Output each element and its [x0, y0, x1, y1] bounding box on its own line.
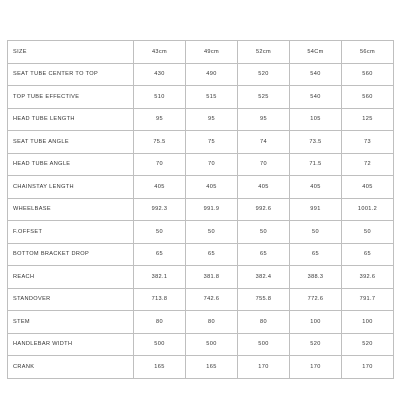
- table-row: [8, 131, 394, 154]
- value-cell: 170: [290, 356, 342, 379]
- value-cell: 70: [238, 153, 290, 176]
- value-cell: 50: [134, 221, 186, 244]
- table-row: [8, 243, 394, 266]
- table-row: [8, 86, 394, 109]
- value-cell: 165: [134, 356, 186, 379]
- value-cell: 540: [290, 86, 342, 109]
- value-cell: 95: [238, 108, 290, 131]
- value-cell: 991.9: [186, 198, 238, 221]
- value-cell: 65: [342, 243, 394, 266]
- value-cell: 75: [186, 131, 238, 154]
- value-cell: 772.6: [290, 288, 342, 311]
- size-header-cell: 56cm: [342, 41, 394, 64]
- value-cell: 560: [342, 63, 394, 86]
- size-header-label: SIZE: [8, 41, 134, 64]
- value-cell: 430: [134, 63, 186, 86]
- size-header-cell: 52cm: [238, 41, 290, 64]
- value-cell: 500: [238, 333, 290, 356]
- value-cell: 73: [342, 131, 394, 154]
- table-row: [8, 356, 394, 379]
- value-cell: 75.5: [134, 131, 186, 154]
- value-cell: 992.6: [238, 198, 290, 221]
- value-cell: 540: [290, 63, 342, 86]
- value-cell: 50: [290, 221, 342, 244]
- table-row: [8, 311, 394, 334]
- value-cell: 50: [342, 221, 394, 244]
- value-cell: 165: [186, 356, 238, 379]
- value-cell: 713.8: [134, 288, 186, 311]
- value-cell: 560: [342, 86, 394, 109]
- size-header-cell: 49cm: [186, 41, 238, 64]
- row-label: STANDOVER: [8, 288, 134, 311]
- table-row: [8, 63, 394, 86]
- value-cell: 80: [186, 311, 238, 334]
- table-row: [8, 108, 394, 131]
- value-cell: 95: [186, 108, 238, 131]
- value-cell: 405: [290, 176, 342, 199]
- value-cell: 71.5: [290, 153, 342, 176]
- value-cell: 70: [134, 153, 186, 176]
- value-cell: 742.6: [186, 288, 238, 311]
- row-label: BOTTOM BRACKET DROP: [8, 243, 134, 266]
- geometry-table: [7, 40, 394, 379]
- value-cell: 500: [186, 333, 238, 356]
- value-cell: 791.7: [342, 288, 394, 311]
- value-cell: 50: [238, 221, 290, 244]
- value-cell: 65: [290, 243, 342, 266]
- table-row: [8, 153, 394, 176]
- value-cell: 105: [290, 108, 342, 131]
- value-cell: 755.8: [238, 288, 290, 311]
- row-label: WHEELBASE: [8, 198, 134, 221]
- value-cell: 520: [290, 333, 342, 356]
- value-cell: 95: [134, 108, 186, 131]
- value-cell: 490: [186, 63, 238, 86]
- value-cell: 74: [238, 131, 290, 154]
- value-cell: 80: [238, 311, 290, 334]
- row-label: REACH: [8, 266, 134, 289]
- geometry-table-body: [8, 41, 394, 379]
- value-cell: 70: [186, 153, 238, 176]
- row-label: F.OFFSET: [8, 221, 134, 244]
- value-cell: 500: [134, 333, 186, 356]
- value-cell: 382.4: [238, 266, 290, 289]
- value-cell: 100: [342, 311, 394, 334]
- table-row: [8, 176, 394, 199]
- table-row: [8, 266, 394, 289]
- value-cell: 520: [238, 63, 290, 86]
- value-cell: 991: [290, 198, 342, 221]
- row-label: STEM: [8, 311, 134, 334]
- value-cell: 992.3: [134, 198, 186, 221]
- row-label: HANDLEBAR WIDTH: [8, 333, 134, 356]
- value-cell: 1001.2: [342, 198, 394, 221]
- row-label: CRANK: [8, 356, 134, 379]
- value-cell: 125: [342, 108, 394, 131]
- value-cell: 525: [238, 86, 290, 109]
- value-cell: 405: [238, 176, 290, 199]
- value-cell: 388.3: [290, 266, 342, 289]
- table-row: [8, 198, 394, 221]
- value-cell: 73.5: [290, 131, 342, 154]
- table-row: [8, 221, 394, 244]
- size-header-cell: 43cm: [134, 41, 186, 64]
- row-label: SEAT TUBE ANGLE: [8, 131, 134, 154]
- value-cell: 392.6: [342, 266, 394, 289]
- value-cell: 382.1: [134, 266, 186, 289]
- value-cell: 100: [290, 311, 342, 334]
- value-cell: 65: [238, 243, 290, 266]
- table-row: [8, 288, 394, 311]
- table-header-row: [8, 41, 394, 64]
- value-cell: 515: [186, 86, 238, 109]
- value-cell: 405: [342, 176, 394, 199]
- table-row: [8, 333, 394, 356]
- value-cell: 50: [186, 221, 238, 244]
- value-cell: 520: [342, 333, 394, 356]
- value-cell: 170: [342, 356, 394, 379]
- value-cell: 381.8: [186, 266, 238, 289]
- row-label: TOP TUBE EFFECTIVE: [8, 86, 134, 109]
- row-label: HEAD TUBE ANGLE: [8, 153, 134, 176]
- value-cell: 80: [134, 311, 186, 334]
- value-cell: 405: [134, 176, 186, 199]
- value-cell: 170: [238, 356, 290, 379]
- row-label: SEAT TUBE CENTER TO TOP: [8, 63, 134, 86]
- value-cell: 510: [134, 86, 186, 109]
- value-cell: 65: [134, 243, 186, 266]
- row-label: HEAD TUBE LENGTH: [8, 108, 134, 131]
- size-header-cell: 54Cm: [290, 41, 342, 64]
- value-cell: 65: [186, 243, 238, 266]
- value-cell: 405: [186, 176, 238, 199]
- row-label: CHAINSTAY LENGTH: [8, 176, 134, 199]
- value-cell: 72: [342, 153, 394, 176]
